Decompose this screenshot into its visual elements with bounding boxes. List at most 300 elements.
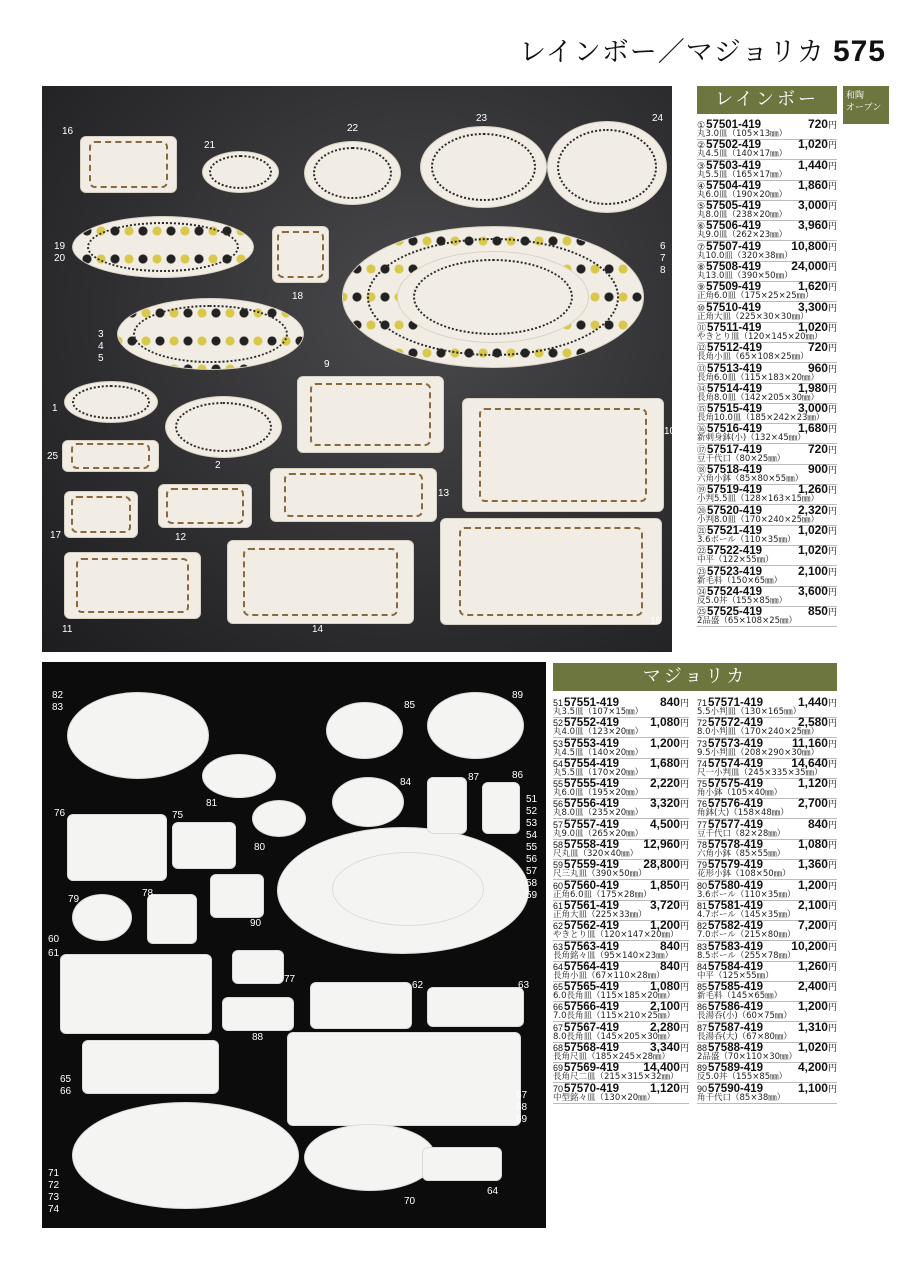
yen-unit: 円 <box>827 160 837 171</box>
item-price: 2,580 <box>797 715 828 730</box>
price-list-item <box>697 139 837 159</box>
yen-unit: 円 <box>827 322 837 333</box>
price-list-item <box>697 839 837 859</box>
item-price: 1,980 <box>797 380 828 395</box>
item-number: ㉕ <box>697 607 707 618</box>
plate-rainbow-round-set <box>117 298 304 370</box>
price-list-item <box>697 755 837 778</box>
photo-label: 77 <box>284 974 296 985</box>
yen-unit: 円 <box>827 525 837 536</box>
bowl-majolica-81 <box>202 754 276 798</box>
item-number: 80 <box>697 880 708 891</box>
item-description: やきとり皿（120×147×20㎜） <box>553 931 689 941</box>
photo-label: 60 <box>48 934 60 945</box>
item-price-group <box>797 1019 837 1034</box>
item-number: ⑪ <box>697 322 707 333</box>
item-description: 丸4.0皿（123×20㎜） <box>553 728 689 738</box>
price-list-item <box>553 755 689 778</box>
price-list-item <box>697 342 837 362</box>
item-code: 57507-419 <box>706 240 762 253</box>
item-description: 丸6.0皿（190×20㎜） <box>697 191 837 201</box>
photo-label: 86 <box>512 770 524 781</box>
item-description: 6.0長角皿（115×185×20㎜） <box>553 992 689 1002</box>
item-number: 85 <box>697 982 708 993</box>
price-list-item <box>697 563 837 586</box>
item-number: 63 <box>553 941 564 952</box>
price-list-item <box>553 735 689 758</box>
plate-rainbow-square-9 <box>297 376 444 453</box>
yen-unit: 円 <box>827 840 837 851</box>
item-price-group <box>797 522 837 537</box>
item-description: 長角銘々皿（95×140×23㎜） <box>553 952 689 962</box>
item-price-group <box>797 583 837 598</box>
item-code: 57511-419 <box>707 321 762 334</box>
yen-unit: 円 <box>679 1002 689 1013</box>
photo-label: 90 <box>250 918 262 929</box>
photo-label: 68 <box>516 1102 528 1113</box>
item-price: 3,600 <box>797 583 828 598</box>
rainbow-price-list <box>697 119 837 626</box>
photo-label: 16 <box>62 126 74 137</box>
item-code: 57520-419 <box>707 504 763 517</box>
item-code: 57556-419 <box>564 798 620 811</box>
dish-majolica-88 <box>222 997 294 1031</box>
item-price: 1,020 <box>797 137 828 152</box>
yen-unit: 円 <box>827 485 837 496</box>
photo-label: 10 <box>664 426 676 437</box>
price-list-item <box>697 1042 837 1062</box>
yen-unit: 円 <box>827 302 837 313</box>
item-description: 5.5小判皿（130×165㎜） <box>697 708 837 718</box>
item-number: 74 <box>697 758 708 769</box>
item-code: 57585-419 <box>708 981 764 994</box>
item-code: 57551-419 <box>564 697 620 709</box>
item-price: 1,860 <box>797 177 828 192</box>
item-description: 長角10.0皿（185×242×23㎜） <box>697 414 837 424</box>
plate-majolica-65 <box>82 1040 219 1094</box>
item-description: 長角尺皿（185×245×28㎜） <box>553 1053 689 1063</box>
yen-unit: 円 <box>679 1043 689 1054</box>
item-description: 丸5.5皿（165×17㎜） <box>697 171 837 181</box>
yen-unit: 円 <box>827 880 837 891</box>
item-number: 69 <box>553 1063 564 1074</box>
item-price-group <box>808 342 837 354</box>
item-price-group <box>807 441 837 456</box>
item-header-row <box>553 938 689 953</box>
item-number: ④ <box>697 180 706 191</box>
item-code: 57574-419 <box>708 757 764 770</box>
price-list-item <box>697 816 837 839</box>
item-price: 720 <box>807 117 828 131</box>
photo-label: 19 <box>54 241 66 252</box>
price-list-item <box>553 697 689 717</box>
item-price: 11,160 <box>791 735 828 750</box>
price-list-item <box>697 981 837 1001</box>
plate-majolica-67 <box>287 1032 521 1126</box>
majolica-price-list-left <box>553 697 689 1103</box>
item-price: 1,440 <box>797 695 828 709</box>
item-code: 57514-419 <box>707 382 763 395</box>
bowl-majolica-79 <box>72 894 132 941</box>
photo-label: 62 <box>412 980 424 991</box>
yen-unit: 円 <box>827 404 837 415</box>
yen-unit: 円 <box>827 221 837 232</box>
item-price: 1,020 <box>797 1040 828 1055</box>
photo-label: 79 <box>68 894 80 905</box>
item-price-group <box>791 938 837 953</box>
item-number: 51 <box>553 698 564 708</box>
item-number: 58 <box>553 840 564 851</box>
item-price: 14,640 <box>791 755 828 770</box>
item-code: 57506-419 <box>706 220 762 233</box>
photo-label: 76 <box>54 808 66 819</box>
price-list-item <box>553 897 689 920</box>
photo-label: 53 <box>526 818 538 829</box>
section-heading-rainbow: レインボー <box>697 86 837 114</box>
price-list-item <box>553 958 689 981</box>
item-price: 4,500 <box>649 816 680 831</box>
item-code: 57570-419 <box>564 1082 620 1095</box>
photo-label: 65 <box>60 1074 72 1085</box>
plate-rainbow-medium <box>397 251 589 343</box>
photo-label: 85 <box>404 700 416 711</box>
photo-label: 21 <box>204 140 216 151</box>
item-number: ⑮ <box>697 404 707 415</box>
bowl-majolica-84 <box>332 777 404 827</box>
item-number: 86 <box>697 1002 708 1013</box>
item-number: 54 <box>553 758 564 769</box>
item-number: ㉑ <box>697 525 707 536</box>
item-header-row <box>697 360 837 375</box>
item-description: 反5.0丼（155×85㎜） <box>697 597 837 607</box>
item-number: 62 <box>553 921 564 932</box>
item-number: ㉓ <box>697 566 707 577</box>
yen-unit: 円 <box>827 718 837 729</box>
yen-unit: 円 <box>679 1083 689 1094</box>
yen-unit: 円 <box>679 961 689 972</box>
item-price-group <box>650 798 689 810</box>
item-price-group <box>649 1080 689 1095</box>
photo-label: 20 <box>54 253 66 264</box>
item-number: 67 <box>553 1022 564 1033</box>
item-number: ⑭ <box>697 383 707 394</box>
yen-unit: 円 <box>827 698 837 708</box>
item-price-group <box>650 717 689 729</box>
yen-unit: 円 <box>827 383 837 394</box>
item-code: 57561-419 <box>564 899 620 912</box>
item-code: 57525-419 <box>707 606 763 619</box>
photo-label: 58 <box>526 878 538 889</box>
item-code: 57555-419 <box>564 778 620 791</box>
price-list-item <box>553 839 689 859</box>
price-list-item <box>697 606 837 626</box>
yen-unit: 円 <box>827 1083 837 1094</box>
bowl-rainbow-17 <box>64 491 138 538</box>
item-price: 1,850 <box>649 877 680 892</box>
yen-unit: 円 <box>827 607 837 618</box>
yen-unit: 円 <box>827 424 837 435</box>
item-description: 丸9.0皿（265×20㎜） <box>553 830 689 840</box>
item-price-group <box>808 606 837 618</box>
item-price: 2,700 <box>797 796 828 811</box>
item-number: ⑳ <box>697 505 707 516</box>
yen-unit: 円 <box>827 201 837 212</box>
plate-rainbow-square-10 <box>462 398 664 512</box>
plate-majolica-70 <box>304 1124 436 1191</box>
yen-unit: 円 <box>827 140 837 151</box>
item-number: 60 <box>553 880 564 891</box>
item-number: ① <box>697 120 706 130</box>
plate-rainbow-15 <box>440 518 662 625</box>
item-price: 3,320 <box>649 796 680 811</box>
item-number: 57 <box>553 819 564 830</box>
item-price: 840 <box>659 695 680 709</box>
yen-unit: 円 <box>679 819 689 830</box>
item-price-group <box>798 697 837 709</box>
item-code: 57522-419 <box>707 545 763 558</box>
photo-label: 52 <box>526 806 538 817</box>
item-number: 68 <box>553 1043 564 1054</box>
photo-label: 13 <box>438 488 450 499</box>
item-number: ㉒ <box>697 546 707 557</box>
category-tag-line2: オーブン <box>846 103 882 113</box>
item-number: ② <box>697 140 706 151</box>
item-price: 1,020 <box>797 319 828 334</box>
item-code: 57554-419 <box>564 757 620 770</box>
photo-label: 81 <box>206 798 218 809</box>
item-code: 57516-419 <box>707 423 763 436</box>
item-description: 豆千代口（80×25㎜） <box>697 455 837 465</box>
item-number: 64 <box>553 961 564 972</box>
item-price-group <box>797 958 837 973</box>
item-price: 900 <box>807 462 828 477</box>
yen-unit: 円 <box>827 961 837 972</box>
item-price-group <box>798 1001 837 1013</box>
item-code: 57559-419 <box>564 859 620 872</box>
item-description: 小判5.5皿（128×163×15㎜） <box>697 495 837 505</box>
item-price-group <box>797 177 837 192</box>
plate-majolica-62 <box>310 982 412 1029</box>
photo-label: 66 <box>60 1086 72 1097</box>
yen-unit: 円 <box>679 900 689 911</box>
bowl-majolica-85 <box>326 702 403 759</box>
item-price: 1,360 <box>797 857 828 872</box>
yen-unit: 円 <box>827 941 837 952</box>
photo-label: 2 <box>215 460 221 471</box>
price-list-item <box>697 360 837 383</box>
yen-unit: 円 <box>827 343 837 354</box>
photo-label: 74 <box>48 1204 60 1215</box>
photo-label: 63 <box>518 980 530 991</box>
yen-unit: 円 <box>679 921 689 932</box>
item-description: 丸3.5皿（107×15㎜） <box>553 708 689 718</box>
yen-unit: 円 <box>827 120 837 130</box>
item-description: 反5.0丼（155×85㎜） <box>697 1073 837 1083</box>
item-price: 1,440 <box>797 157 828 172</box>
photo-label: 70 <box>404 1196 416 1207</box>
item-code: 57524-419 <box>707 585 763 598</box>
plate-majolica-stack <box>332 852 484 926</box>
price-list-item <box>553 798 689 818</box>
item-price-group <box>649 877 689 892</box>
item-code: 57553-419 <box>564 737 620 750</box>
item-description: 8.0長角皿（145×205×30㎜） <box>553 1033 689 1043</box>
yen-unit: 円 <box>827 982 837 993</box>
item-number: 83 <box>697 941 708 952</box>
yen-unit: 円 <box>679 698 689 708</box>
item-price-group <box>649 816 689 831</box>
photo-label: 22 <box>347 123 359 134</box>
bowl-majolica-90 <box>210 874 264 918</box>
item-code: 57590-419 <box>708 1082 764 1095</box>
item-price: 1,020 <box>797 543 828 558</box>
item-number: ⑫ <box>697 343 707 354</box>
plate-rainbow-14 <box>227 540 414 624</box>
item-header-row <box>697 938 837 953</box>
item-code: 57513-419 <box>707 362 763 375</box>
item-number: 55 <box>553 779 564 790</box>
bowl-rainbow-22 <box>304 141 401 205</box>
item-price-group <box>797 563 837 578</box>
photo-label: 71 <box>48 1168 60 1179</box>
item-header-row <box>553 735 689 750</box>
yen-unit: 円 <box>827 1043 837 1054</box>
item-code: 57504-419 <box>706 179 762 192</box>
item-description: 丸4.5皿（140×17㎜） <box>697 150 837 160</box>
item-price: 2,100 <box>797 563 828 578</box>
item-description: 正角大皿（225×33㎜） <box>553 911 689 921</box>
item-price: 1,120 <box>797 776 828 791</box>
item-number: 76 <box>697 799 708 810</box>
item-number: ⑤ <box>697 201 706 212</box>
item-price: 3,000 <box>797 198 828 213</box>
item-number: 79 <box>697 860 708 871</box>
price-list-item <box>553 1001 689 1021</box>
item-price: 2,100 <box>797 897 828 912</box>
item-description: 正角大皿（225×30×30㎜） <box>697 313 837 323</box>
price-list-item <box>553 981 689 1001</box>
item-price-group <box>650 778 689 790</box>
price-list-item <box>697 697 837 717</box>
item-price: 1,080 <box>797 837 828 852</box>
bowl-rainbow-21 <box>202 151 279 193</box>
item-price: 1,680 <box>797 421 828 436</box>
yen-unit: 円 <box>679 738 689 749</box>
item-code: 57581-419 <box>708 899 764 912</box>
item-price-group <box>798 220 837 232</box>
item-price: 720 <box>807 340 828 355</box>
category-tag-line1: 和陶 <box>846 91 865 101</box>
item-description: 長角小皿（67×110×28㎜） <box>553 972 689 982</box>
photo-label: 12 <box>175 532 187 543</box>
item-code: 57560-419 <box>564 879 620 892</box>
price-list-item <box>697 502 837 525</box>
item-price: 2,100 <box>649 999 680 1014</box>
item-number: ⑰ <box>697 444 707 455</box>
section-heading-majolica: マジョリカ <box>553 663 837 691</box>
item-price-group <box>798 200 837 212</box>
item-price: 2,320 <box>797 502 828 517</box>
item-description: やきとり皿（120×145×20㎜） <box>697 333 837 343</box>
item-price-group <box>791 238 837 253</box>
item-price: 1,080 <box>649 715 680 730</box>
photo-label: 80 <box>254 842 266 853</box>
item-header-row <box>697 563 837 578</box>
item-price-group <box>798 139 837 151</box>
item-code: 57589-419 <box>708 1062 764 1075</box>
yen-unit: 円 <box>679 779 689 790</box>
yen-unit: 円 <box>827 282 837 293</box>
photo-label: 69 <box>516 1114 528 1125</box>
item-description: 7.0長角皿（115×210×25㎜） <box>553 1012 689 1022</box>
yen-unit: 円 <box>827 779 837 790</box>
plate-rainbow-1 <box>64 381 158 423</box>
item-code: 57578-419 <box>708 839 764 852</box>
plate-rainbow-12 <box>158 484 252 528</box>
photo-label: 82 <box>52 690 64 701</box>
item-number: ⑯ <box>697 424 707 435</box>
yen-unit: 円 <box>679 718 689 729</box>
photo-label: 57 <box>526 866 538 877</box>
photo-label: 17 <box>50 530 62 541</box>
yen-unit: 円 <box>827 262 837 273</box>
item-price: 850 <box>807 604 828 619</box>
price-list-item <box>697 1019 837 1042</box>
yen-unit: 円 <box>827 738 837 749</box>
item-number: 87 <box>697 1022 708 1033</box>
plate-rainbow-13 <box>270 468 437 522</box>
photo-label: 88 <box>252 1032 264 1043</box>
item-description: 中平（122×55㎜） <box>697 556 837 566</box>
photo-label: 25 <box>47 451 59 462</box>
item-number: 56 <box>553 799 564 810</box>
item-code: 57571-419 <box>708 697 764 709</box>
item-price: 1,100 <box>797 1080 828 1095</box>
photo-label: 73 <box>48 1192 60 1203</box>
item-description: 新毛料（150×65㎜） <box>697 577 837 587</box>
yen-unit: 円 <box>679 1022 689 1033</box>
yen-unit: 円 <box>827 860 837 871</box>
yen-unit: 円 <box>679 758 689 769</box>
item-header-row <box>697 1080 837 1095</box>
yen-unit: 円 <box>679 941 689 952</box>
item-price-group <box>660 697 689 709</box>
price-list-item <box>697 319 837 342</box>
yen-unit: 円 <box>679 840 689 851</box>
item-price-group <box>797 157 837 172</box>
bowl-majolica-82 <box>67 692 209 779</box>
photo-label: 56 <box>526 854 538 865</box>
item-description: 長角6.0皿（115×183×20㎜） <box>697 374 837 384</box>
price-list-item <box>697 464 837 484</box>
item-description: 中平（125×55㎜） <box>697 972 837 982</box>
photo-label: 1 <box>52 403 58 414</box>
item-price-group <box>643 859 689 871</box>
item-code: 57568-419 <box>564 1042 620 1055</box>
yen-unit: 円 <box>679 982 689 993</box>
item-price-group <box>798 920 837 932</box>
item-code: 57512-419 <box>707 342 763 355</box>
photo-label: 78 <box>142 888 154 899</box>
price-list-item <box>553 816 689 839</box>
price-list-item <box>697 200 837 220</box>
price-list-item <box>697 261 837 281</box>
yen-unit: 円 <box>679 860 689 871</box>
item-number: ⑱ <box>697 465 707 476</box>
photo-label: 5 <box>98 353 104 364</box>
item-price: 2,280 <box>649 1019 680 1034</box>
item-price: 1,120 <box>649 1080 680 1095</box>
